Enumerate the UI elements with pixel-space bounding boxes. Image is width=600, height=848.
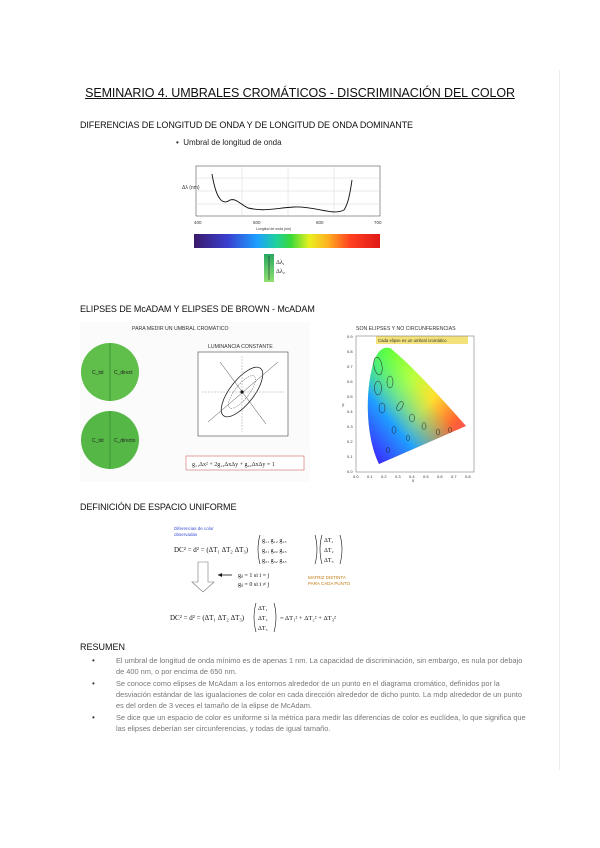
ellipse-plot-frame (198, 352, 288, 436)
uniform-equations (170, 522, 370, 640)
vector-bracket (274, 603, 276, 632)
summary-section (80, 642, 530, 735)
circle2-left-label: C_tst (92, 438, 104, 444)
g-row-3: g₃₁ g₃₂ g₃₃ (262, 558, 287, 564)
cie-x-tick: 0.3 (395, 474, 401, 479)
cie-x-tick: 0.4 (409, 474, 415, 479)
cie-y-tick: 0.9 (347, 334, 353, 339)
x-tick: 500 (253, 220, 261, 225)
mcadam-diagram (80, 322, 310, 482)
right-note: Cada elipse es un umbral cromático (378, 338, 447, 343)
cie-y-tick: 0.2 (347, 439, 353, 444)
eq2-vector-3: ΔT₃ (258, 626, 268, 632)
cie-x-label: x (412, 478, 415, 482)
eq2-result: = ΔT₁² + ΔT₂² + ΔT₃² (280, 615, 336, 622)
x-tick: 400 (194, 220, 202, 225)
cie-figure (342, 322, 482, 482)
summary-item: • El umbral de longitud de onda mínimo es de apenas 1 nm. La capacidad de discriminación, sin embargo, es nula por debajo de 400 nm, o por encima de 650 nm. (80, 655, 530, 677)
vector-1: ΔT₁ (324, 538, 334, 544)
cie-y-tick: 0.0 (347, 469, 353, 474)
uniform-space-figure (170, 522, 370, 640)
cie-x-tick: 0.0 (353, 474, 359, 479)
summary-item: • Se dice que un espacio de color es uniforme si la métrica para medir las diferencias de color es euclídea, lo que significa que las elipses deberían ser circunferencias, y todas de igual tamaño. (80, 712, 530, 734)
matrix-note-1: MATRIZ DISTINTA (308, 575, 346, 580)
wavelength-chart (176, 134, 386, 286)
cie-y-tick: 0.4 (347, 409, 353, 414)
x-tick: 700 (374, 220, 382, 225)
matrix-bracket (258, 535, 260, 564)
g-row-1: g₁₁ g₁₂ g₁₃ (262, 538, 287, 544)
cie-y-tick: 0.1 (347, 454, 353, 459)
cie-x-tick: 0.8 (465, 474, 471, 479)
spectrum-bar (194, 234, 380, 248)
label-observed-1: Diferencias de color (174, 526, 214, 531)
g-row-2: g₂₁ g₂₂ g₂₃ (262, 548, 287, 554)
vector-3: ΔT₃ (324, 558, 334, 564)
condition-2: gᵢⱼ = 0 si i ≠ j (238, 582, 270, 588)
circle1-right-label: C_direct (114, 370, 133, 376)
delta-lambda-1: Δλ₁ (276, 260, 285, 266)
summary-item: • Se conoce como elipses de McAdam a los entornos alrededor de un punto en el diagrama cromático, definidos por la desviación estándar de las igualaciones de color en cada dirección alrededor de dicho punto. La mdp alrededor de un punto es del orden de 3 veces el tamaño de la elipse de McAdam. (80, 678, 530, 711)
matrix-note-2: PARA CADA PUNTO (308, 581, 351, 586)
y-axis-label: Δλ (nm) (182, 185, 200, 191)
wavelength-bullet-text: Umbral de longitud de onda (183, 138, 282, 147)
matrix-bracket (315, 535, 317, 564)
delta-lambda-2: Δλ₂ (276, 269, 285, 275)
cie-y-tick: 0.7 (347, 364, 353, 369)
right-caption: SON ELIPSES Y NO CIRCUNFERENCIAS (356, 326, 456, 332)
page-title: SEMINARIO 4. UMBRALES CROMÁTICOS - DISCRIMINACIÓN DEL COLOR (85, 86, 515, 100)
cie-y-tick: 0.6 (347, 379, 353, 384)
eq2-vector-2: ΔT₂ (258, 616, 268, 622)
threshold-curve (212, 174, 352, 212)
uniform-eq2: DC² = d² = (ΔT₁ ΔT₂ ΔT₃) (170, 614, 245, 622)
heading-ellipses: ELIPSES DE McADAM Y ELIPSES DE BROWN - McADAM (80, 304, 315, 314)
summary-list (80, 655, 530, 734)
left-caption: PARA MEDIR UN UMBRAL CROMÁTICO (132, 326, 229, 332)
heading-wavelength: DIFERENCIAS DE LONGITUD DE ONDA Y DE LONGITUD DE ONDA DOMINANTE (80, 120, 413, 130)
label-observed-2: observadas (174, 532, 198, 537)
spectral-locus-blue (368, 348, 466, 464)
cie-y-tick: 0.3 (347, 424, 353, 429)
x-tick: 600 (316, 220, 324, 225)
condition-1: gᵢⱼ = 1 si i = j (238, 573, 270, 579)
cie-x-tick: 0.5 (423, 474, 429, 479)
mcadam-figure (80, 322, 310, 482)
down-arrow (192, 562, 214, 592)
wavelength-figure (176, 134, 386, 286)
vector-2: ΔT₂ (324, 548, 334, 554)
uniform-eq1: DC² = d² = (ΔT₁ ΔT₂ ΔT₃) (174, 546, 249, 554)
cie-diagram (342, 322, 482, 482)
left-arrow-head (218, 573, 222, 577)
heading-uniform: DEFINICIÓN DE ESPACIO UNIFORME (80, 502, 237, 512)
vector-bracket (254, 603, 256, 632)
page-edge (559, 70, 560, 770)
x-axis-label: Longitud de onda (nm) (256, 227, 292, 231)
cie-y-label: y (342, 402, 345, 407)
circle2-right-label: C_directo (114, 438, 136, 444)
circle1-left-label: C_tst (92, 370, 104, 376)
cie-x-tick: 0.6 (437, 474, 443, 479)
ellipse-plot-title: LUMINANCIA CONSTANTE (208, 344, 273, 350)
wavelength-bullet: • Umbral de longitud de onda (176, 138, 282, 147)
cie-x-tick: 0.1 (367, 474, 373, 479)
cie-y-tick: 0.5 (347, 394, 353, 399)
vector-bracket (340, 535, 342, 564)
cie-y-tick: 0.8 (347, 349, 353, 354)
vector-bracket (320, 535, 322, 564)
center-point (240, 390, 243, 393)
summary-heading: RESUMEN (80, 642, 126, 652)
eq2-vector-1: ΔT₁ (258, 606, 268, 612)
ellipse-equation: g₁₁Δx² + 2g₁₂ΔxΔy + g₂₂ΔxΔy = 1 (192, 462, 275, 468)
cie-x-tick: 0.7 (451, 474, 457, 479)
cie-x-tick: 0.2 (381, 474, 387, 479)
